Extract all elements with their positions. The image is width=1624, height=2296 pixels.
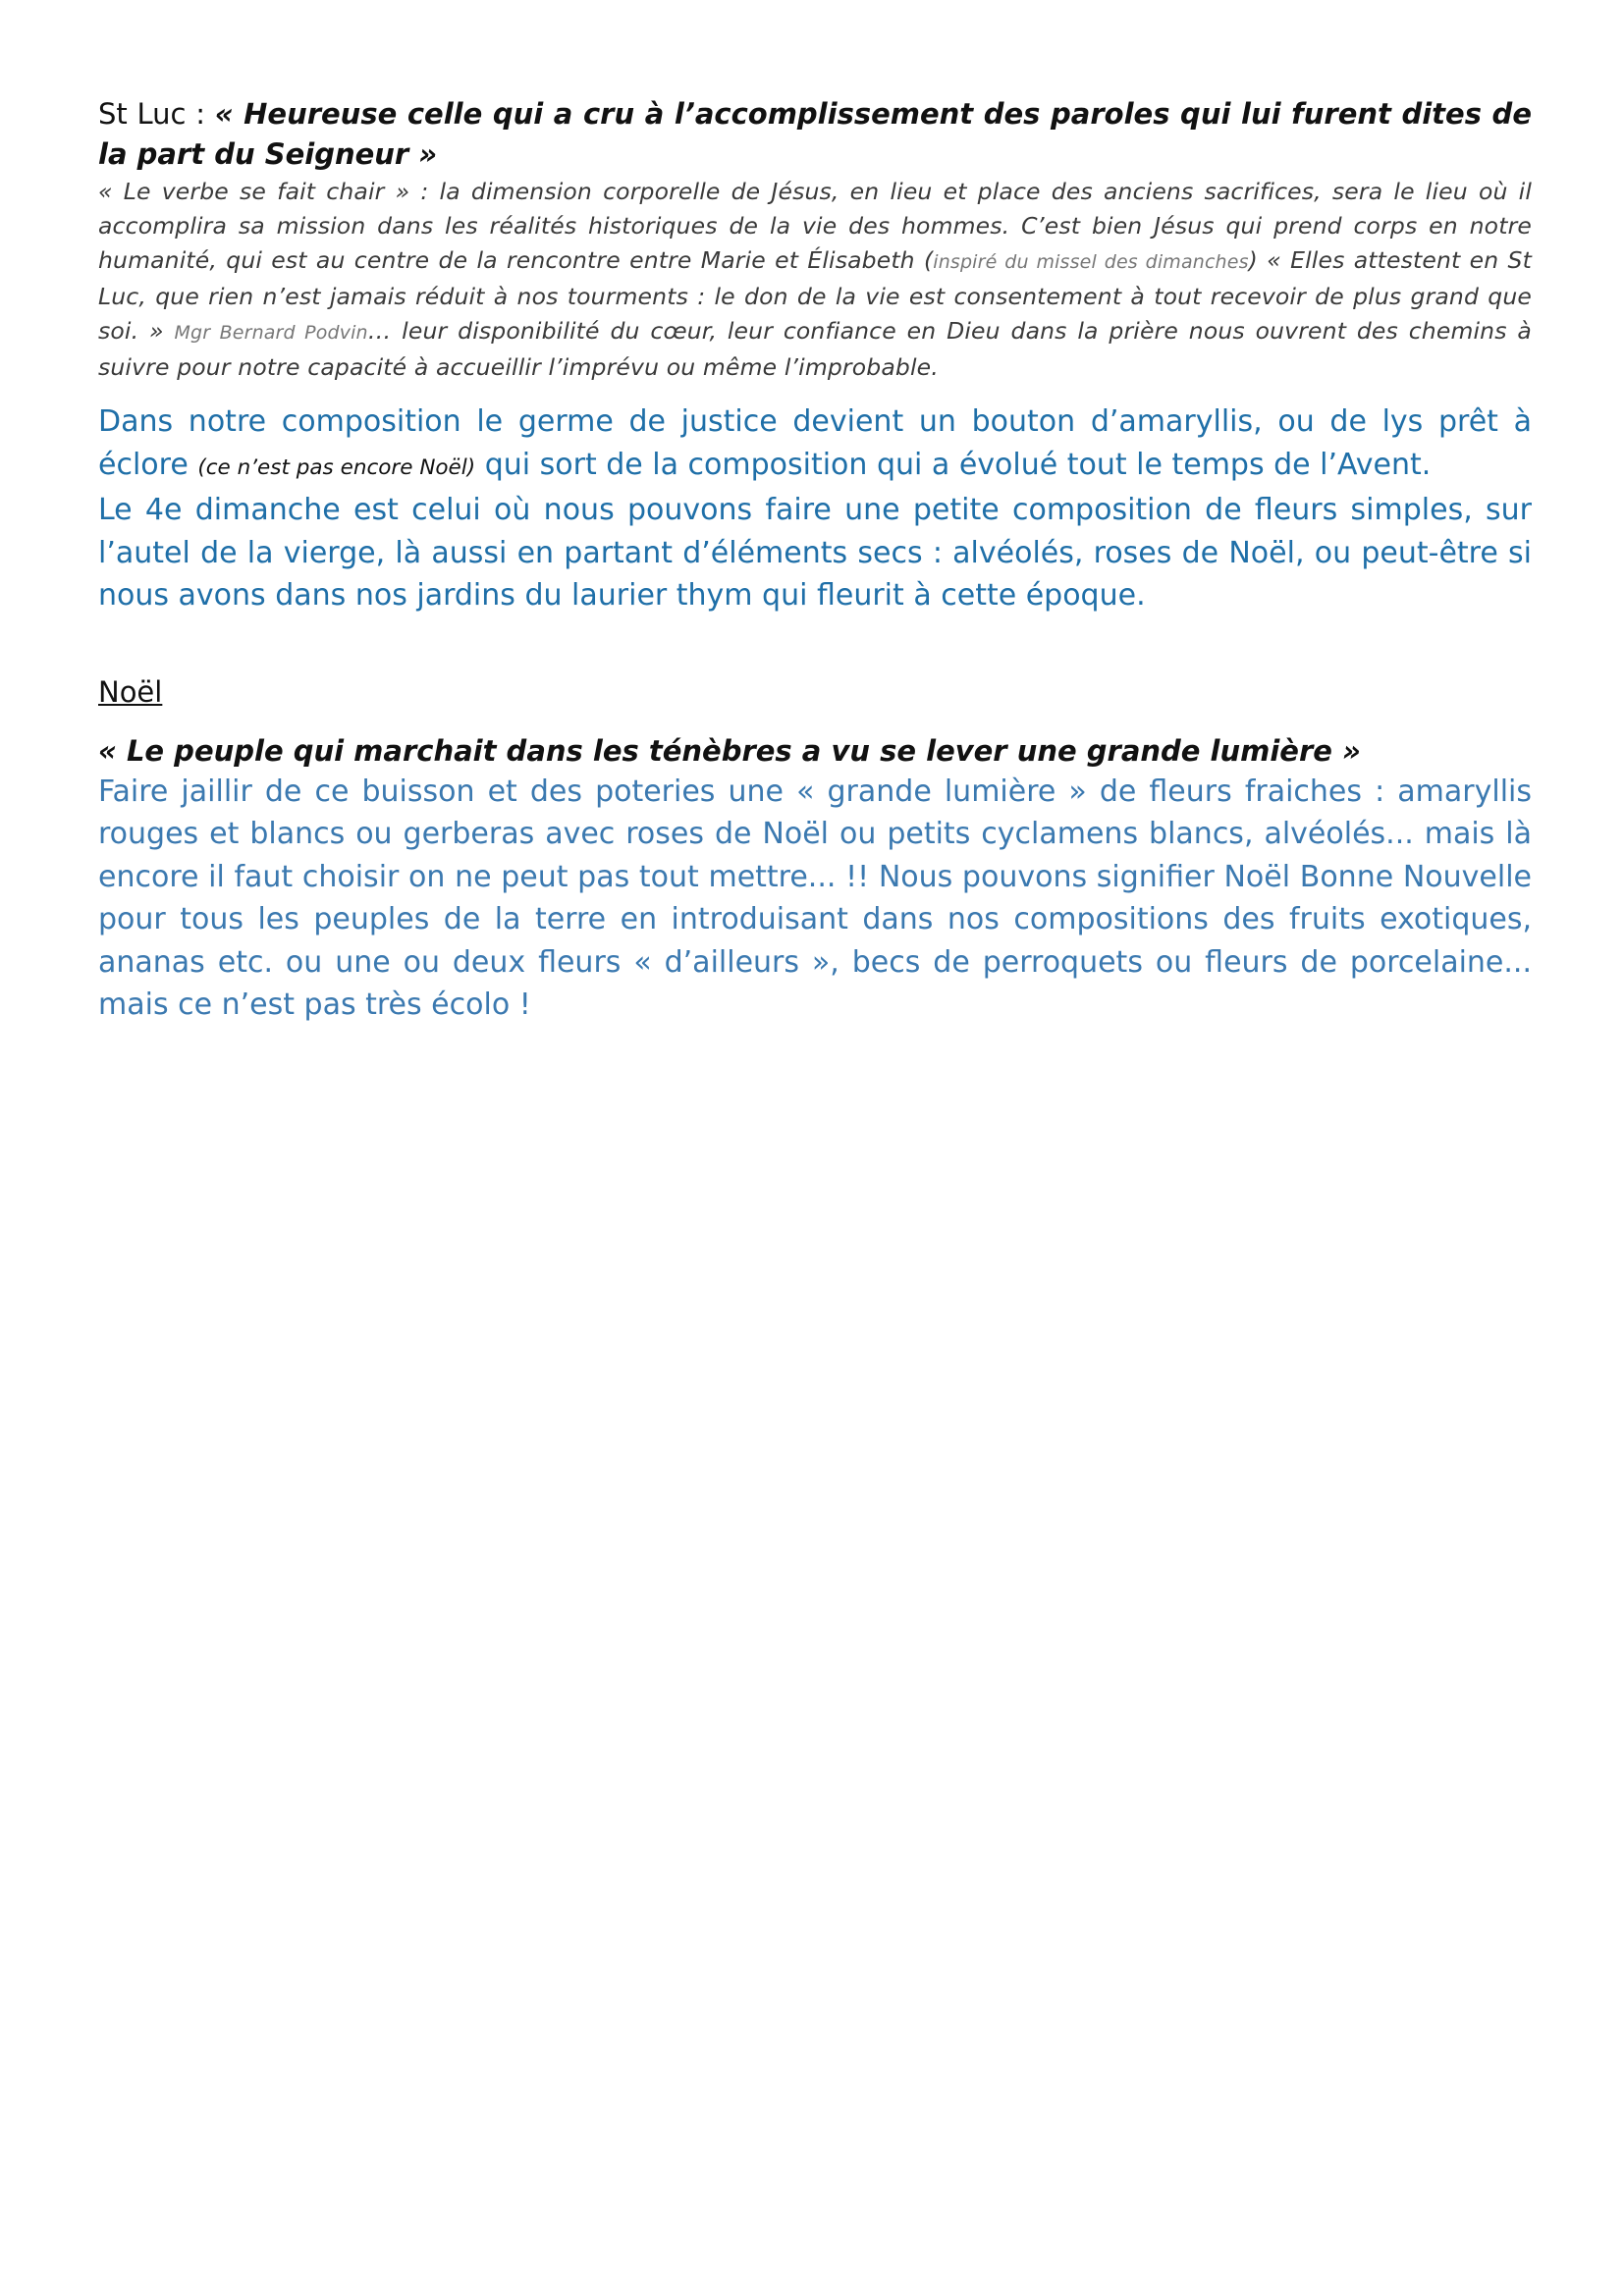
composition-line1: Dans notre composition le germe de justice devient un bouton d’amaryllis, ou de lys prêt à éclore: [98, 404, 1532, 482]
stluc-title: [98, 94, 1532, 175]
composition-paragraph-2: Le 4e dimanche est celui où nous pouvons faire une petite composition de fleurs simples, sur l’autel de la vierge, là aussi en partant d’éléments secs : alvéolés, roses de Noël, ou peut-être si nous avons dans nos jardins du laurier thym qui fleurit à cette époque.: [98, 493, 1532, 613]
noel-quote: « Le peuple qui marchait dans les ténèbres a vu se lever une grande lumière »: [98, 733, 1361, 768]
commentary-part1: « Le verbe se fait chair » : la dimension corporelle de Jésus, en lieu et place des anciens sacrifices, sera le lieu où il accomplira sa mission dans les réalités historiques de la vie des hommes. C’est bien Jésus qui prend corps en notre humanité, qui est au centre de la rencontre entre Marie et Élisabeth (: [98, 178, 1532, 274]
stluc-lead: St Luc :: [98, 97, 215, 131]
document-page: [98, 94, 1532, 1027]
composition-aside: (ce n’est pas encore Noël): [197, 454, 476, 480]
noel-body: Faire jaillir de ce buisson et des poteries une « grande lumière » de fleurs fraiches : amaryllis rouges et blancs ou gerberas avec roses de Noël ou petits cyclamens blancs, alvéolés... mais là encore il faut choisir on ne peut pas tout mettre... !! Nous pouvons signifier Noël Bonne Nouvelle pour tous les peuples de la terre en introduisant dans nos compositions des fruits exotiques, ananas etc. ou une ou deux fleurs « d’ailleurs », becs de perroquets ou fleurs de porcelaine... mais ce n’est pas très écolo !: [98, 774, 1532, 1022]
commentary-part2: ) « Elles attestent en St Luc, que rien n’est jamais réduit à nos tourments : le don de la vie est consentement à tout recevoir de plus grand que soi. »: [98, 246, 1532, 345]
stluc-quote: « Heureuse celle qui a cru à l’accomplissement des paroles qui lui furent dites de la part du Seigneur »: [98, 97, 1532, 171]
commentary-paragraph: [98, 175, 1532, 385]
commentary-ref-missel: inspiré du missel des dimanches: [933, 251, 1249, 273]
noel-heading: Noël: [98, 674, 163, 709]
commentary-ref-podvin: Mgr Bernard Podvin: [174, 322, 368, 344]
spacer: [98, 385, 1532, 400]
commentary-part3: … leur disponibilité du cœur, leur confiance en Dieu dans la prière nous ouvrent des chemins à suivre pour notre capacité à accueillir l’imprévu ou même l’improbable.: [98, 317, 1532, 381]
composition-paragraph-1: [98, 400, 1532, 489]
spacer: [98, 617, 1532, 672]
spacer: [98, 712, 1532, 731]
composition-line1-end: qui sort de la composition qui a évolué tout le temps de l’Avent.: [475, 447, 1432, 482]
